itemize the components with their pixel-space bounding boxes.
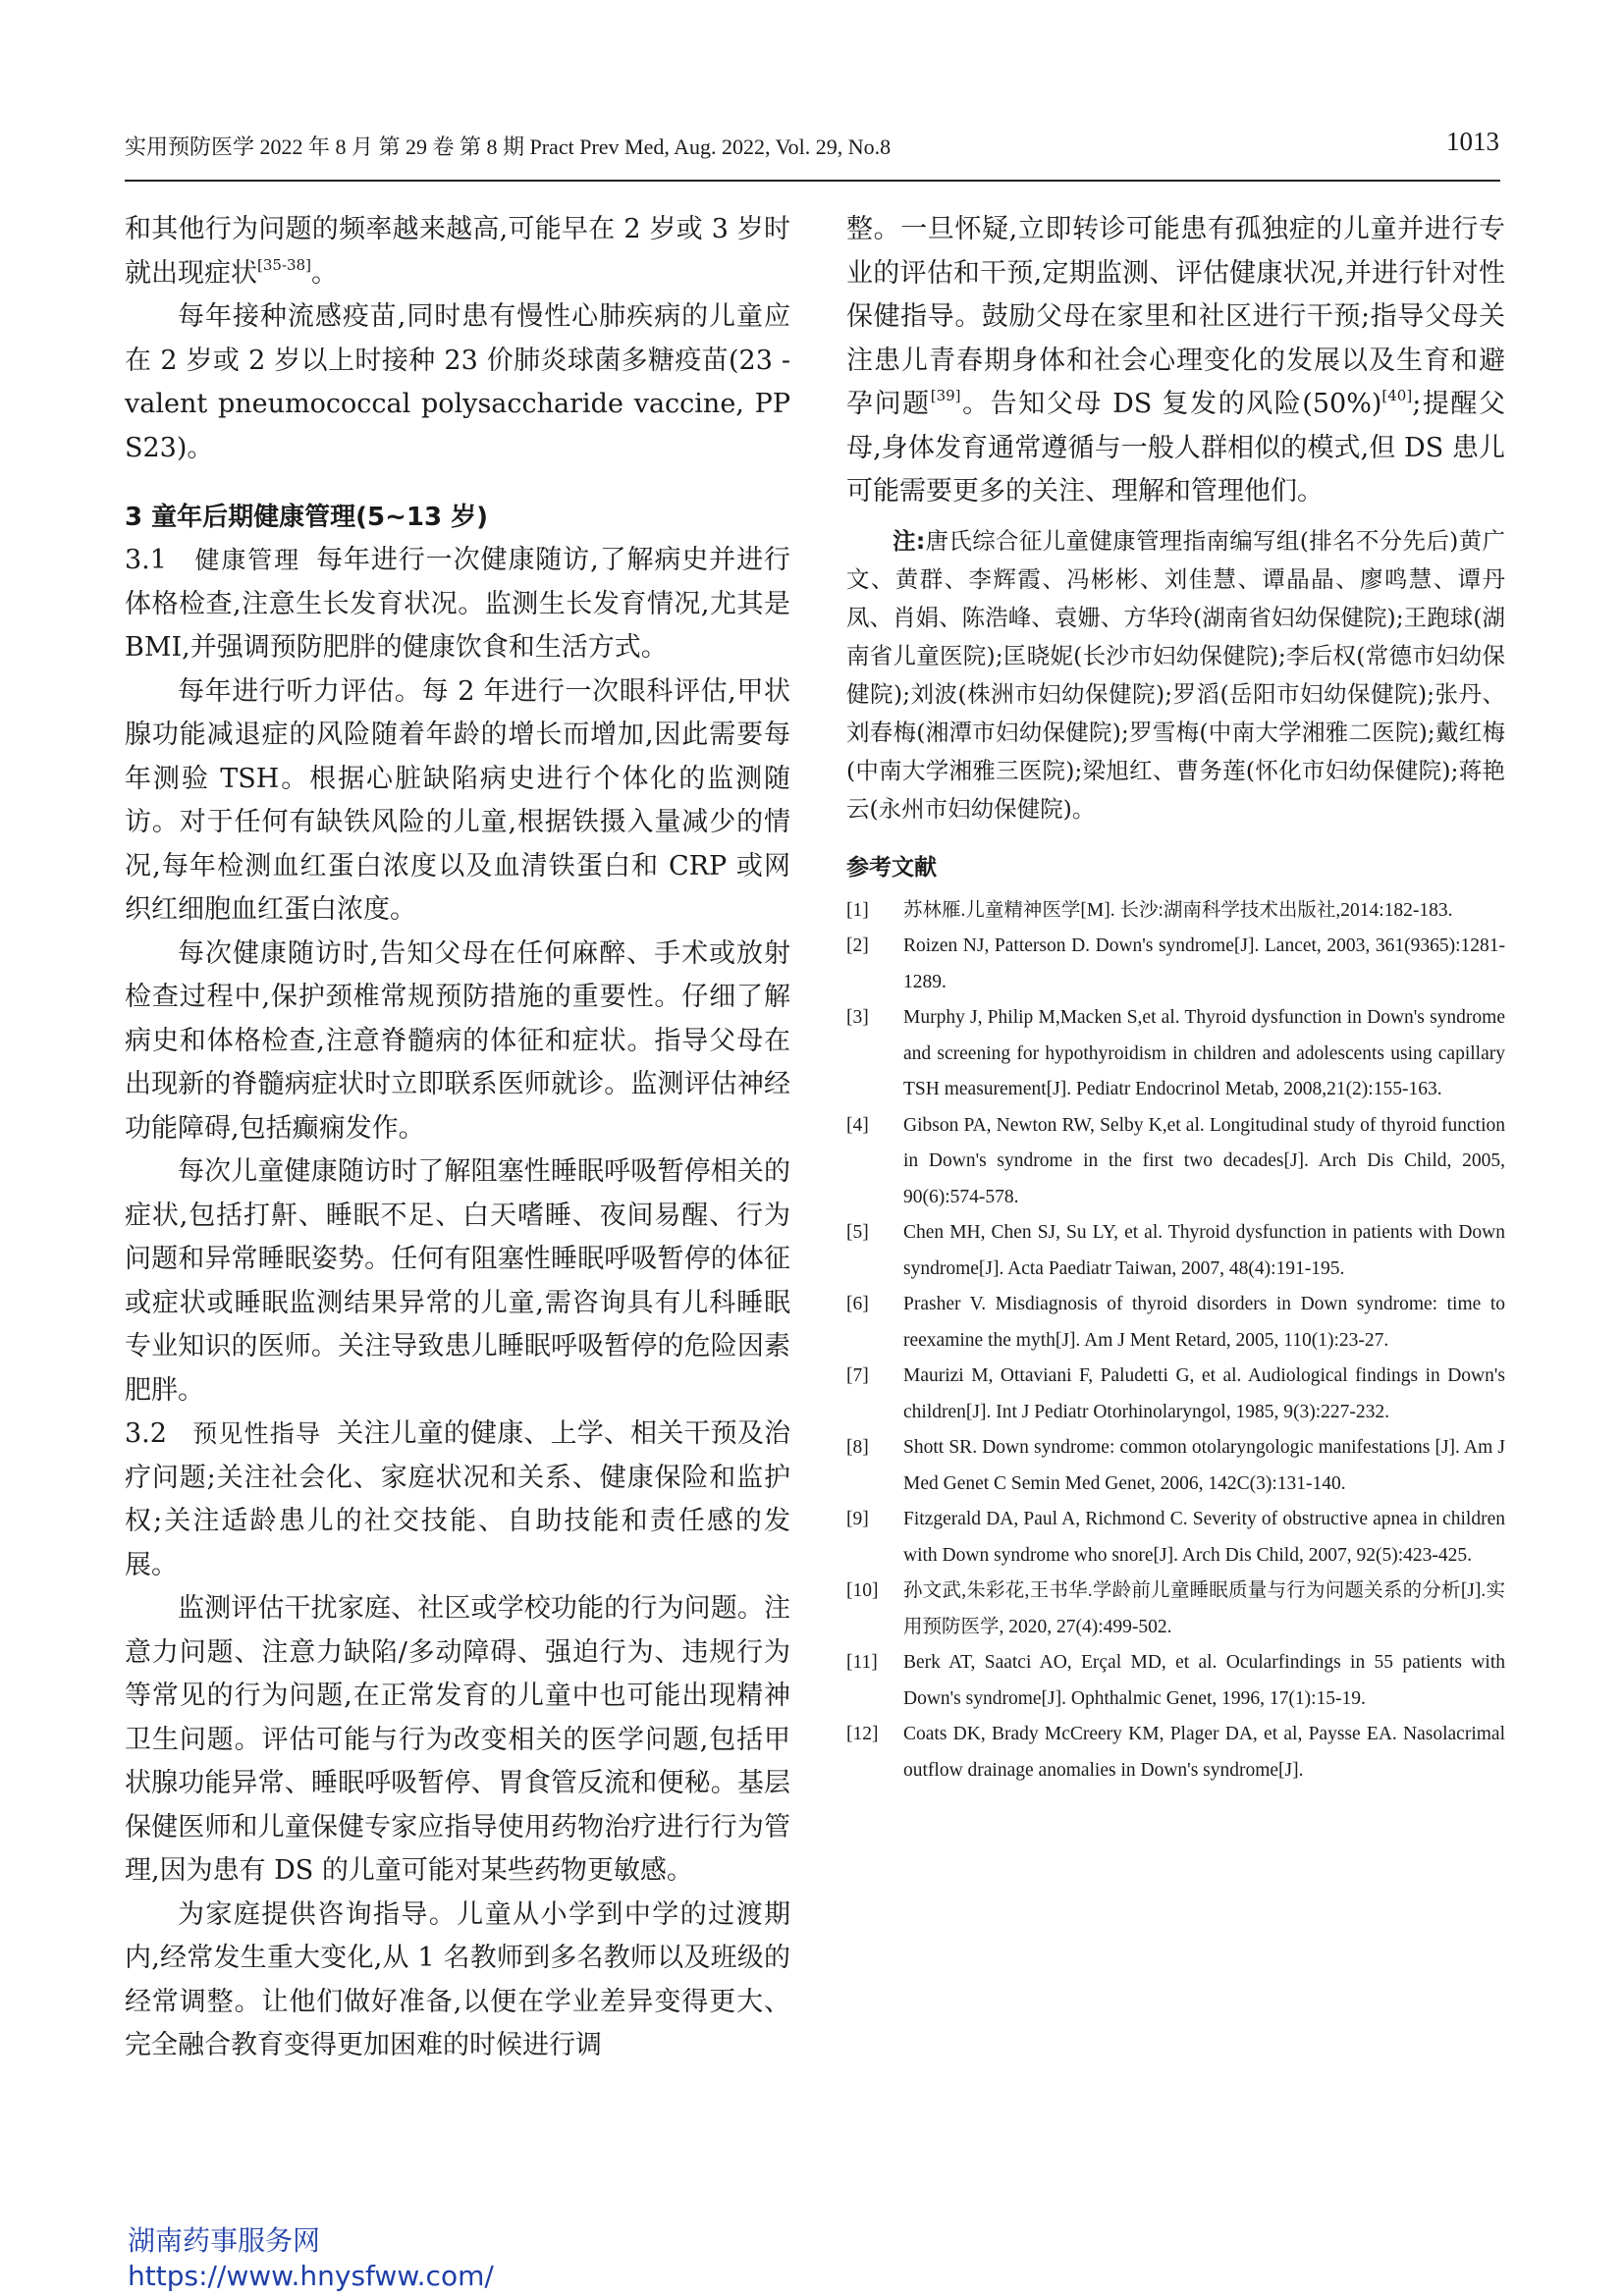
reference-text: 苏林雁.儿童精神医学[M]. 长沙:湖南科学技术出版社,2014:182-183. [903, 899, 1453, 921]
reference-item [846, 1574, 1505, 1645]
right-column [846, 208, 1505, 1789]
reference-item [846, 1645, 1505, 1717]
reference-number: [5] [846, 1222, 869, 1243]
reference-text: Roizen NJ, Patterson D. Down's syndrome[J]. Lancet, 2003, 361(9365):1281-1289. [903, 935, 1505, 992]
reference-number: [12] [846, 1724, 879, 1744]
reference-number: [9] [846, 1509, 869, 1529]
reference-number: [6] [846, 1294, 869, 1314]
reference-item [846, 1287, 1505, 1359]
subsection-number: 3.2 [125, 1418, 167, 1449]
page-number: 1013 [1446, 127, 1499, 156]
reference-text: Coats DK, Brady McCreery KM, Plager DA, et al, Paysse EA. Nasolacrimal outflow drainage anomalies in Down's syndrome[J]. [903, 1724, 1505, 1781]
reference-text: Prasher V. Misdiagnosis of thyroid disorders in Down syndrome: time to reexamine the myth[J]. Am J Ment Retard, 2005, 110(1):23-27. [903, 1294, 1505, 1351]
author-note: 注:唐氏综合征儿童健康管理指南编写组(排名不分先后)黄广文、黄群、李辉霞、冯彬彬、刘佳慧、谭晶晶、廖鸣慧、谭丹凤、肖娟、陈浩峰、袁姗、方华玲(湖南省妇幼保健院);王跑球(湖南省儿童医院);匡晓妮(长沙市妇幼保健院);李后权(常德市妇幼保健院);刘波(株洲市妇幼保健院);罗滔(岳阳市妇幼保健院);张丹、刘春梅(湘潭市妇幼保健院);罗雪梅(中南大学湘雅二医院);戴红梅(中南大学湘雅三医院);梁旭红、曹务莲(怀化市妇幼保健院);蒋艳云(永州市妇幼保健院)。 [846, 526, 1505, 823]
reference-text: 孙文武,朱彩花,王书华.学龄前儿童睡眠质量与行为问题关系的分析[J].实用预防医学, 2020, 27(4):499-502. [903, 1580, 1505, 1637]
reference-item [846, 1108, 1505, 1216]
journal-header: 实用预防医学 2022 年 8 月 第 29 卷 第 8 期 Pract Prev Med, Aug. 2022, Vol. 29, No.8 [125, 134, 892, 159]
reference-text: Berk AT, Saatci AO, Erçal MD, et al. Ocularfindings in 55 patients with Down's syndrome[J]. Ophthalmic Genet, 1996, 17(1):15-19. [903, 1652, 1505, 1709]
reference-text: Maurizi M, Ottaviani F, Paludetti G, et al. Audiological findings in Down's children[J]. Int J Pediatr Otorhinolaryngol, 1985, 9(3):227-232. [903, 1365, 1505, 1422]
references-heading: 参考文献 [846, 854, 937, 881]
reference-item [846, 1502, 1505, 1574]
subsection-title: 健康管理 [194, 546, 301, 574]
subsection-paragraph: 3.2 预见性指导 关注儿童的健康、上学、相关干预及治疗问题;关注社会化、家庭状况和关系、健康保险和监护权;关注适龄患儿的社交技能、自助技能和责任感的发展。 [125, 1418, 791, 1580]
paragraph: 每年接种流感疫苗,同时患有慢性心肺疾病的儿童应在 2 岁或 2 岁以上时接种 23 价肺炎球菌多糖疫苗(23 - valent pneumococcal polysaccharide vaccine, PPS23)。 [125, 301, 790, 463]
paragraph: 为家庭提供咨询指导。儿童从小学到中学的过渡期内,经常发生重大变化,从 1 名教师到多名教师以及班级的经常调整。让他们做好准备,以便在学业差异变得更大、完全融合教育变得更加困难的时候进行调 [125, 1898, 790, 2060]
reference-list [846, 893, 1505, 1789]
subsection-title: 预见性指导 [192, 1419, 322, 1448]
reference-item [846, 929, 1505, 1000]
reference-number: [3] [846, 1007, 869, 1028]
reference-number: [11] [846, 1652, 878, 1673]
paragraph: 每次儿童健康随访时了解阻塞性睡眠呼吸暂停相关的症状,包括打鼾、睡眠不足、白天嗜睡、夜间易醒、行为问题和异常睡眠姿势。任何有阻塞性睡眠呼吸暂停的体征或症状或睡眠监测结果异常的儿童,需咨询具有儿科睡眠专业知识的医师。关注导致患儿睡眠呼吸暂停的危险因素肥胖。 [125, 1156, 790, 1406]
reference-item [846, 1430, 1505, 1502]
paragraph: 和其他行为问题的频率越来越高,可能早在 2 岁或 3 岁时就出现症状[35-38]。 [125, 214, 790, 289]
reference-item [846, 1717, 1505, 1789]
citation: [35-38] [257, 255, 311, 274]
reference-number: [8] [846, 1437, 869, 1458]
paragraph: 每年进行听力评估。每 2 年进行一次眼科评估,甲状腺功能减退症的风险随着年龄的增长而增加,因此需要每年测验 TSH。根据心脏缺陷病史进行个体化的监测随访。对于任何有缺铁风险的儿童,根据铁摄入量减少的情况,每年检测血红蛋白浓度以及血清铁蛋白和 CRP 或网织红细胞血红蛋白浓度。 [125, 675, 790, 925]
subsection-paragraph: 3.1 健康管理 每年进行一次健康随访,了解病史并进行体格检查,注意生长发育状况。监测生长发育情况,尤其是 BMI,并强调预防肥胖的健康饮食和生活方式。 [125, 545, 790, 663]
section-heading: 3 童年后期健康管理(5~13 岁) [125, 503, 489, 532]
reference-text: Murphy J, Philip M,Macken S,et al. Thyroid dysfunction in Down's syndrome and screening for hypothyroidism in children and adolescents using capillary TSH measurement[J]. Pediatr Endocrinol Metab, 2008,21(2):155-163. [903, 1007, 1505, 1099]
reference-number: [10] [846, 1580, 879, 1601]
reference-item [846, 1359, 1505, 1430]
reference-text: Shott SR. Down syndrome: common otolaryngologic manifestations [J]. Am J Med Genet C Semin Med Genet, 2006, 142C(3):131-140. [903, 1437, 1505, 1494]
watermark [128, 2223, 494, 2294]
watermark-site-name: 湖南药事服务网 [128, 2224, 321, 2257]
paragraph: 整。一旦怀疑,立即转诊可能患有孤独症的儿童并进行专业的评估和干预,定期监测、评估健康状况,并进行针对性保健指导。鼓励父母在家里和社区进行干预;指导父母关注患儿青春期身体和社会心理变化的发展以及生育和避孕问题[39]。告知父母 DS 复发的风险(50%)[40];提醒父母,身体发育通常遵循与一般人群相似的模式,但 DS 患儿可能需要更多的关注、理解和管理他们。 [846, 214, 1506, 507]
reference-number: [7] [846, 1365, 869, 1386]
subsection-number: 3.1 [125, 545, 167, 575]
citation: [39] [930, 387, 961, 404]
paragraph: 每次健康随访时,告知父母在任何麻醉、手术或放射检查过程中,保护颈椎常规预防措施的重要性。仔细了解病史和体格检查,注意脊髓病的体征和症状。指导父母在出现新的脊髓病症状时立即联系医师就诊。监测评估神经功能障碍,包括癫痫发作。 [125, 937, 790, 1144]
reference-text: Chen MH, Chen SJ, Su LY, et al. Thyroid dysfunction in patients with Down syndrome[J]. Acta Paediatr Taiwan, 2007, 48(4):191-195. [903, 1222, 1505, 1279]
watermark-url[interactable]: https://www.hnysfww.com/ [128, 2260, 494, 2292]
left-column [125, 208, 790, 2068]
paragraph: 监测评估干扰家庭、社区或学校功能的行为问题。注意力问题、注意力缺陷/多动障碍、强迫行为、违规行为等常见的行为问题,在正常发育的儿童中也可能出现精神卫生问题。评估可能与行为改变相关的医学问题,包括甲状腺功能异常、睡眠呼吸暂停、胃食管反流和便秘。基层保健医师和儿童保健专家应指导使用药物治疗进行行为管理,因为患有 DS 的儿童可能对某些药物更敏感。 [125, 1593, 790, 1886]
reference-text: Fitzgerald DA, Paul A, Richmond C. Severity of obstructive apnea in children with Down syndrome who snore[J]. Arch Dis Child, 2007, 92(5):423-425. [903, 1509, 1505, 1566]
reference-item [846, 893, 1505, 930]
citation: [40] [1381, 387, 1413, 404]
reference-text: Gibson PA, Newton RW, Selby K,et al. Longitudinal study of thyroid function in Down's syndrome in the first two decades[J]. Arch Dis Child, 2005, 90(6):574-578. [903, 1114, 1505, 1207]
note-label: 注: [893, 526, 926, 555]
reference-item [846, 1000, 1505, 1108]
header-rule [125, 180, 1500, 182]
reference-number: [1] [846, 899, 869, 921]
reference-number: [2] [846, 935, 869, 956]
reference-number: [4] [846, 1114, 869, 1136]
reference-item [846, 1215, 1505, 1287]
